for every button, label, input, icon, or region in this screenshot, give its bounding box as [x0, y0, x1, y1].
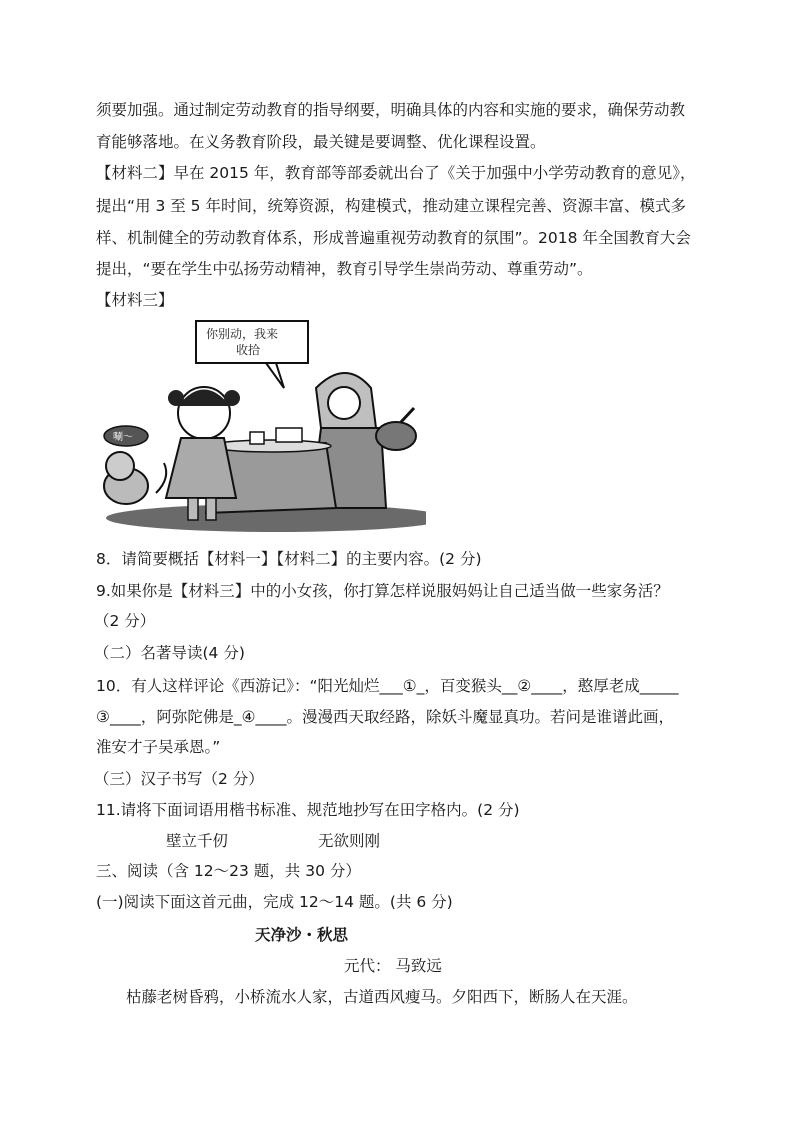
poem-body: 枯藤老树昏鸦，小桥流水人家，古道西风瘦马。夕阳西下，断肠人在天涯。: [126, 988, 638, 1006]
question-9-points: （2 分）: [94, 612, 156, 630]
question-11: 11.请将下面词语用楷书标准、规范地抄写在田字格内。(2 分): [96, 801, 520, 819]
question-10: ③____，阿弥陀佛是_④____。漫漫西天取经路，除妖斗魔显真功。若问是谁谱此画，: [96, 708, 675, 726]
text-line: 育能够落地。在义务教育阶段，最关键是要调整、优化课程设置。: [96, 133, 546, 151]
poem-author: 元代： 马致远: [344, 957, 442, 975]
cat-figure: [104, 452, 166, 504]
subsection-heading: (一)阅读下面这首元曲，完成 12～14 题。(共 6 分): [96, 893, 453, 911]
question-8: 8．请简要概括【材料一】【材料二】的主要内容。(2 分): [96, 550, 482, 568]
poem-title: 天净沙・秋思: [255, 926, 349, 944]
text-line: 提出，“要在学生中弘扬劳动精神，教育引导学生崇尚劳动、尊重劳动”。: [96, 260, 593, 278]
question-10: 10．有人这样评论《西游记》：“阳光灿烂___①_，百变猴头__②____，憨厚老成_____: [96, 677, 679, 695]
word-1: 壁立千仞: [166, 832, 229, 850]
question-9: 9.如果你是【材料三】中的小女孩，你打算怎样说服妈妈让自己适当做一些家务活？: [96, 582, 669, 600]
text-line: 提出“用 3 至 5 年时间，统筹资源，构建模式，推动建立课程完善、资源丰富、模式多: [96, 197, 686, 215]
section-heading: （三）汉子书写（2 分）: [94, 770, 264, 788]
text-line: 须要加强。通过制定劳动教育的指导纲要，明确具体的内容和实施的要求，确保劳动教: [96, 101, 686, 119]
cat-bubble-text: 唰～: [113, 432, 133, 443]
question-10: 淮安才子吴承恩。”: [96, 738, 221, 756]
bubble-text-line1: 你别动，我来: [206, 327, 279, 341]
section-heading: （二）名著导读(4 分): [94, 644, 245, 662]
text-line: 样、机制健全的劳动教育体系，形成普遍重视劳动教育的氛围”。2018 年全国教育大会: [96, 229, 691, 247]
text-line: 【材料二】早在 2015 年，教育部等部委就出台了《关于加强中小学劳动教育的意见》，: [96, 164, 696, 182]
material-three-heading: 【材料三】: [96, 291, 174, 309]
bubble-text-line2: 收拾: [236, 343, 261, 357]
section-three-heading: 三、阅读（含 12～23 题，共 30 分）: [96, 862, 361, 880]
cartoon-illustration: [96, 318, 426, 533]
word-2: 无欲则刚: [318, 832, 381, 850]
cat-speech-bubble: [104, 426, 148, 446]
